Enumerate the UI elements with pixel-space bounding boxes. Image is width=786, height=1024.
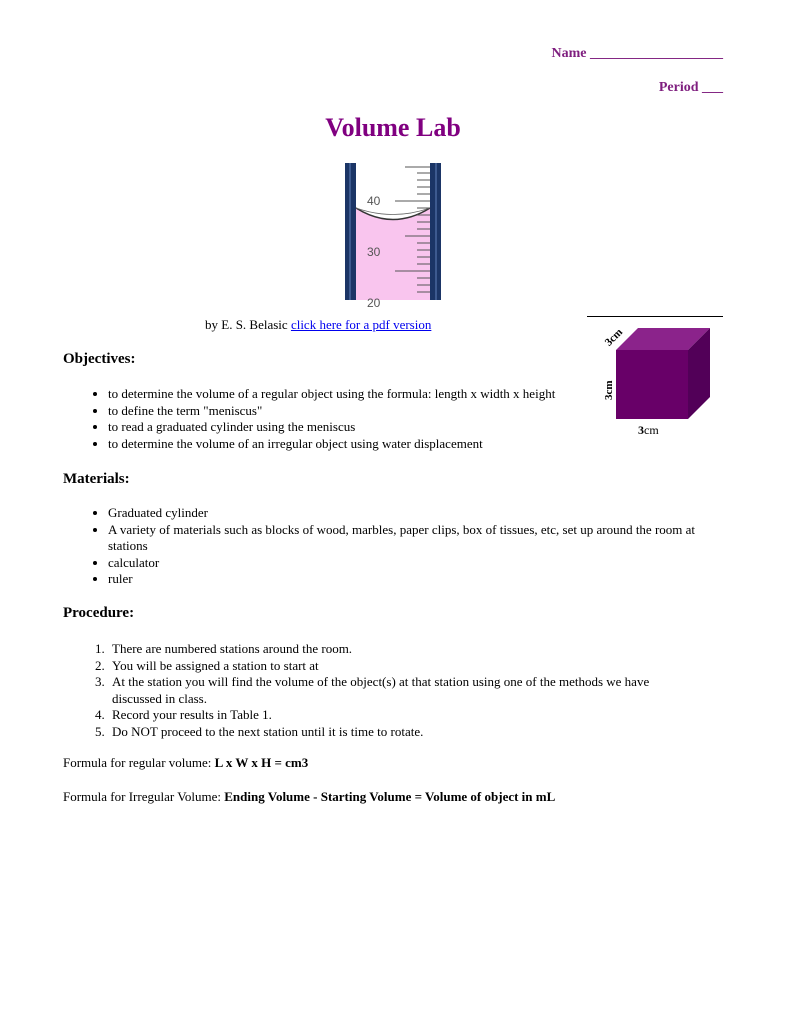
list-item: 1. There are numbered stations around the room. (108, 641, 698, 658)
list-item: 4. Record your results in Table 1. (108, 707, 698, 724)
list-item: • Graduated cylinder (108, 505, 723, 522)
cylinder-tick-label-top: 40 (367, 194, 381, 208)
irregular-formula-value: Ending Volume - Starting Volume = Volume of object in mL (224, 789, 556, 804)
list-item: • A variety of materials such as blocks of wood, marbles, paper clips, box of tissues, etc, set up around the room at stations (108, 522, 723, 555)
irregular-formula-label: Formula for Irregular Volume: (63, 789, 225, 804)
objectives-list (63, 386, 555, 452)
procedure-heading: Procedure: (63, 605, 135, 621)
cylinder-tick-label-bottom: 20 (367, 296, 381, 310)
list-item: 2. You will be assigned a station to start at (108, 658, 698, 675)
regular-formula-value: L x W x H = cm3 (214, 755, 309, 770)
cube-diagram (598, 322, 716, 440)
page-title: Volume Lab (325, 113, 461, 142)
graduated-cylinder-image (345, 163, 441, 310)
cube-top-dimension-label: 3cm (602, 326, 626, 349)
cube-bottom-dimension-label: 3cm (638, 423, 659, 437)
materials-list (63, 505, 723, 588)
list-item: • ruler (108, 571, 723, 588)
list-item: • to determine the volume of an irregular object using water displacement (108, 436, 555, 453)
author-credit: by E. S. Belasic (205, 317, 291, 332)
procedure-list (63, 641, 698, 740)
byline (205, 317, 431, 333)
pdf-version-link[interactable]: click here for a pdf version (290, 317, 432, 332)
list-item: • to read a graduated cylinder using the meniscus (108, 419, 555, 436)
regular-formula-label: Formula for regular volume: (63, 755, 215, 770)
name-field-label: Name ___________________ (551, 46, 723, 61)
period-field-label: Period ___ (658, 80, 723, 95)
regular-volume-formula (63, 755, 308, 771)
objectives-heading: Objectives: (63, 351, 136, 367)
cube-top-rule (587, 316, 723, 317)
list-item: 5. Do NOT proceed to the next station until it is time to rotate. (108, 724, 698, 741)
list-item: • to determine the volume of a regular object using the formula: length x width x height (108, 386, 555, 403)
irregular-volume-formula (63, 789, 555, 805)
list-item: • calculator (108, 555, 723, 572)
materials-heading: Materials: (63, 471, 130, 487)
list-item: 3. At the station you will find the volume of the object(s) at that station using one of the methods we have discussed in class. (108, 674, 698, 707)
list-item: • to define the term "meniscus" (108, 403, 555, 420)
cube-side-dimension-label: 3cm (603, 380, 615, 400)
cylinder-tick-label-mid: 30 (367, 245, 381, 259)
